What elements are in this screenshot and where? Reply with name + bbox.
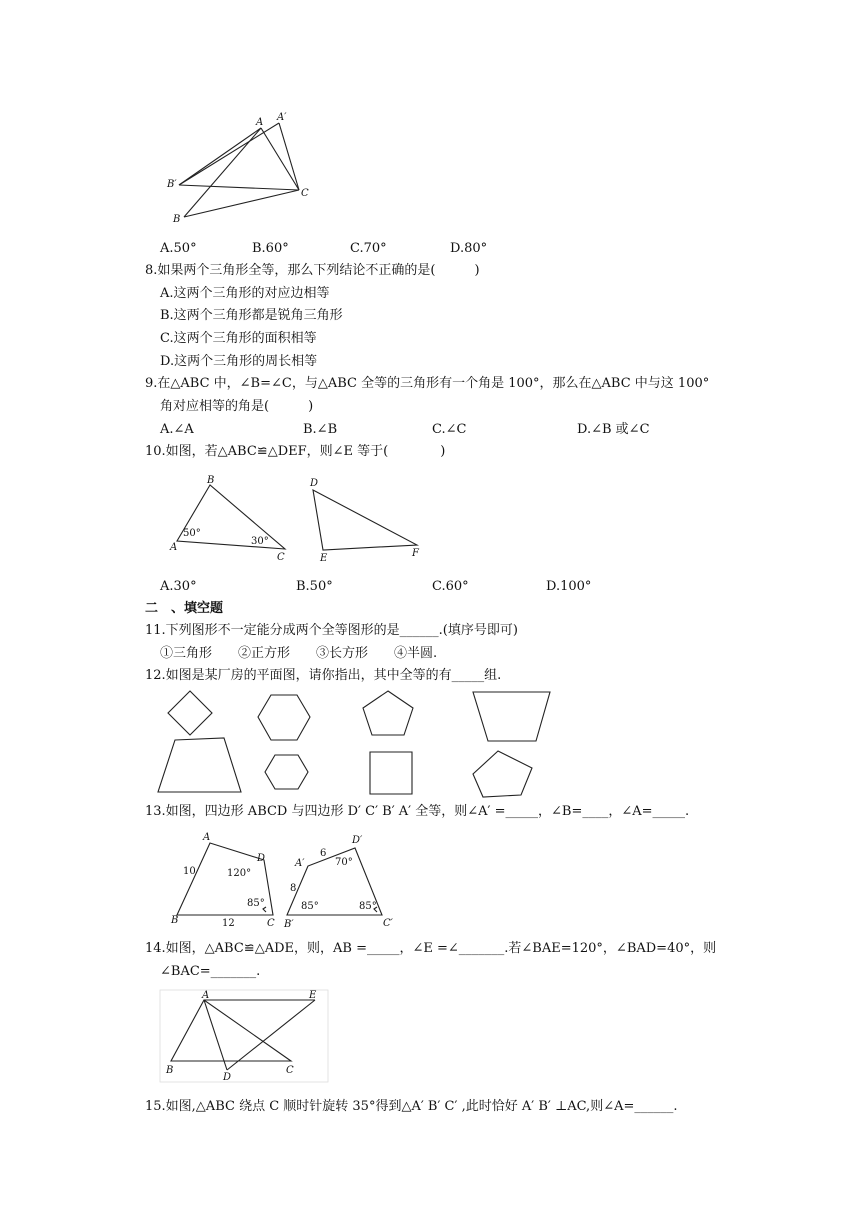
q13-label-D: D: [257, 853, 266, 864]
q7-option-a: A.50°: [160, 241, 197, 256]
q10-option-b: B.50°: [296, 579, 333, 594]
q13-angle-B-prime: 85°: [301, 901, 319, 912]
q9-option-b: B.∠B: [303, 422, 338, 437]
q12-shape-square: [370, 752, 412, 794]
q13-angle-C-prime: 85°: [359, 901, 377, 912]
q7-option-c: C.70°: [350, 241, 387, 256]
q10-option-a: A.30°: [160, 579, 197, 594]
q13-side-BC: 12: [222, 918, 235, 929]
q8-option-a: A.这两个三角形的对应边相等: [160, 286, 330, 301]
q14-label-D: D: [223, 1072, 232, 1083]
q11-items: ①三角形 ②正方形 ③长方形 ④半圆.: [160, 646, 438, 661]
q10-label-A: A: [170, 542, 178, 553]
section-title: 二 、填空题: [145, 601, 224, 616]
q12-shape-trapezoid-top: [473, 692, 550, 741]
q10-label-F: F: [412, 548, 419, 559]
q13-label-C: C: [267, 918, 275, 929]
q11-stem: 11.下列图形不一定能分成两个全等图形的是______.(填序号即可): [145, 623, 518, 638]
q12-stem: 12.如图是某厂房的平面图，请你指出，其中全等的有_____组.: [145, 668, 502, 683]
q9-stem-line1: 9.在△ABC 中，∠B=∠C，与△ABC 全等的三角形有一个角是 100°，那么在△ABC 中与这 100°: [145, 376, 710, 391]
q7-label-A-prime: A′: [277, 112, 287, 123]
q12-shape-pentagon-top: [363, 691, 413, 735]
q10-label-B: B: [207, 475, 215, 486]
q7-label-A: A: [256, 117, 264, 128]
q9-option-c: C.∠C: [432, 422, 467, 437]
q10-label-D: D: [310, 478, 319, 489]
q9-stem-line2: 角对应相等的角是( ): [160, 399, 314, 414]
q8-option-b: B.这两个三角形都是锐角三角形: [160, 308, 343, 323]
q10-label-E: E: [320, 553, 328, 564]
q14-label-B: B: [166, 1065, 174, 1076]
q10-stem: 10.如图，若△ABC≌△DEF，则∠E 等于( ): [145, 444, 446, 459]
q10-option-c: C.60°: [432, 579, 469, 594]
q13-side-AB: 10: [183, 866, 196, 877]
q13-side-AB-prime: 8: [290, 883, 297, 894]
q14-figure: [160, 990, 330, 1085]
q7-option-d: D.80°: [450, 241, 488, 256]
q12-shape-hexagon-bottom: [265, 755, 308, 789]
q12-shape-pentagon-bottom: [473, 751, 532, 797]
q13-stem: 13.如图，四边形 ABCD 与四边形 D′ C′ B′ A′ 全等，则∠A′ =_____，∠B=____，∠A=_____.: [145, 804, 690, 819]
q14-label-E: E: [309, 990, 317, 1001]
q7-option-b: B.60°: [252, 241, 289, 256]
q10-option-d: D.100°: [546, 579, 592, 594]
q13-label-C-prime: C′: [383, 918, 393, 929]
q13-side-AD: 6: [320, 848, 327, 859]
q13-figure: [165, 828, 410, 933]
q7-label-C: C: [301, 188, 309, 199]
q13-label-A: A: [203, 832, 211, 843]
q7-label-B: B: [173, 214, 181, 225]
q10-angle-A: 50°: [183, 528, 201, 539]
q12-shape-diamond: [168, 691, 212, 735]
q9-option-a: A.∠A: [160, 422, 194, 437]
q12-shape-hexagon-top: [258, 695, 310, 740]
q12-shape-trapezoid-bottom: [158, 738, 241, 792]
q9-option-d: D.∠B 或∠C: [577, 422, 650, 437]
q10-label-C: C: [277, 552, 285, 563]
q7-figure: [160, 108, 320, 228]
q13-label-D-prime: D′: [352, 835, 363, 846]
q13-label-B-prime: B′: [284, 919, 294, 930]
q14-label-A: A: [202, 990, 210, 1001]
q7-label-B-prime: B′: [167, 179, 177, 190]
q15-stem: 15.如图,△ABC 绕点 C 顺时针旋转 35°得到△A′ B′ C′ ,此时恰好 A′ B′ ⊥AC,则∠A=______.: [145, 1099, 678, 1114]
q13-label-B: B: [171, 915, 179, 926]
q14-stem-line1: 14.如图，△ABC≌△ADE，则，AB =_____，∠E =∠_______.若∠BAE=120°，∠BAD=40°，则: [145, 941, 717, 956]
q14-label-C: C: [286, 1065, 294, 1076]
q10-figure: [165, 470, 435, 570]
q13-angle-D-prime: 70°: [335, 857, 353, 868]
q13-label-A-prime: A′: [295, 858, 305, 869]
q8-option-d: D.这两个三角形的周长相等: [160, 354, 318, 369]
q10-angle-C: 30°: [251, 536, 269, 547]
q8-stem: 8.如果两个三角形全等，那么下列结论不正确的是( ): [145, 263, 480, 278]
q14-stem-line2: ∠BAC=_______.: [160, 964, 261, 979]
q13-angle-C: 85°: [247, 898, 265, 909]
q12-figure: [155, 688, 555, 803]
q13-angle-D: 120°: [227, 868, 252, 879]
q8-option-c: C.这两个三角形的面积相等: [160, 331, 317, 346]
